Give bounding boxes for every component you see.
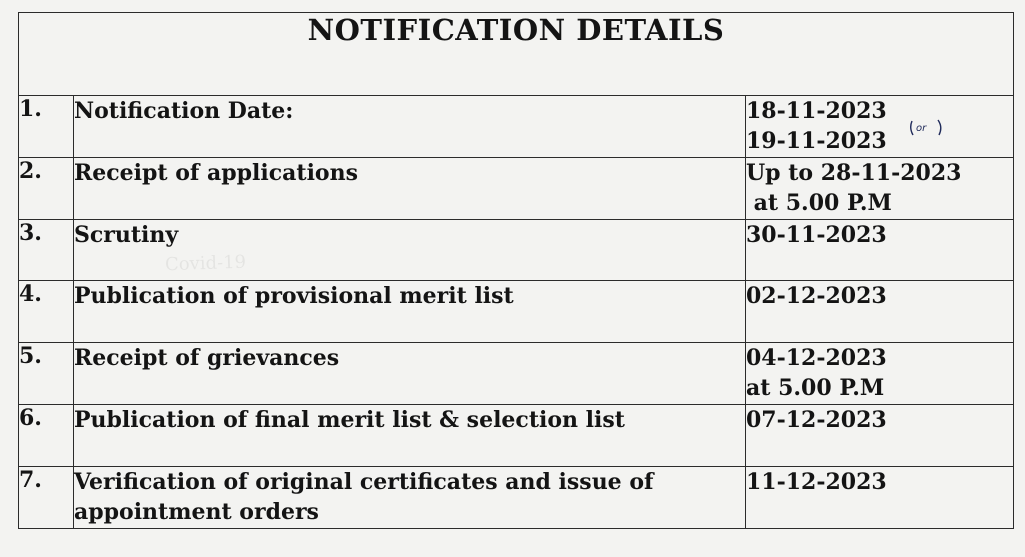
row-number: 2. [19,158,74,220]
date-line: 18-11-2023 [746,98,887,124]
row-date [746,220,1014,281]
table-row [19,158,1014,220]
row-number: 1. [19,96,74,158]
row-label: Verification of original certificates and issue of appointment orders [74,467,746,529]
notification-details-table [18,12,1014,529]
row-date [746,96,1014,158]
row-date [746,467,1014,529]
date-line: 19-11-2023 [746,128,887,154]
date-line: 30-11-2023 [746,222,887,248]
row-number: 6. [19,405,74,467]
row-label: Notification Date: [74,96,746,158]
date-line: 07-12-2023 [746,407,887,433]
row-date [746,281,1014,343]
row-number: 4. [19,281,74,343]
row-label: Publication of provisional merit list [74,281,746,343]
date-line: 02-12-2023 [746,283,887,309]
table-row [19,405,1014,467]
table-title: NOTIFICATION DETAILS [19,13,1014,96]
row-label: Scrutiny [74,220,746,281]
date-line: 11-12-2023 [746,469,887,495]
row-date [746,158,1014,220]
table-row [19,96,1014,158]
row-label: Receipt of applications [74,158,746,220]
row-label: Publication of final merit list & selection list [74,405,746,467]
table-row [19,220,1014,281]
annotation-text: or [916,123,927,134]
row-number: 5. [19,343,74,405]
row-date [746,405,1014,467]
date-line: 04-12-2023 [746,345,887,371]
date-line: Up to 28-11-2023 [746,160,962,186]
table-row [19,467,1014,529]
date-line: at 5.00 P.M [746,375,885,401]
table-row [19,281,1014,343]
date-line: at 5.00 P.M [746,190,892,216]
row-number: 3. [19,220,74,281]
row-number: 7. [19,467,74,529]
faint-background-text: Covid-19 [164,251,247,276]
table-row [19,343,1014,405]
row-date [746,343,1014,405]
row-label: Receipt of grievances [74,343,746,405]
handwritten-or-annotation [908,117,946,139]
